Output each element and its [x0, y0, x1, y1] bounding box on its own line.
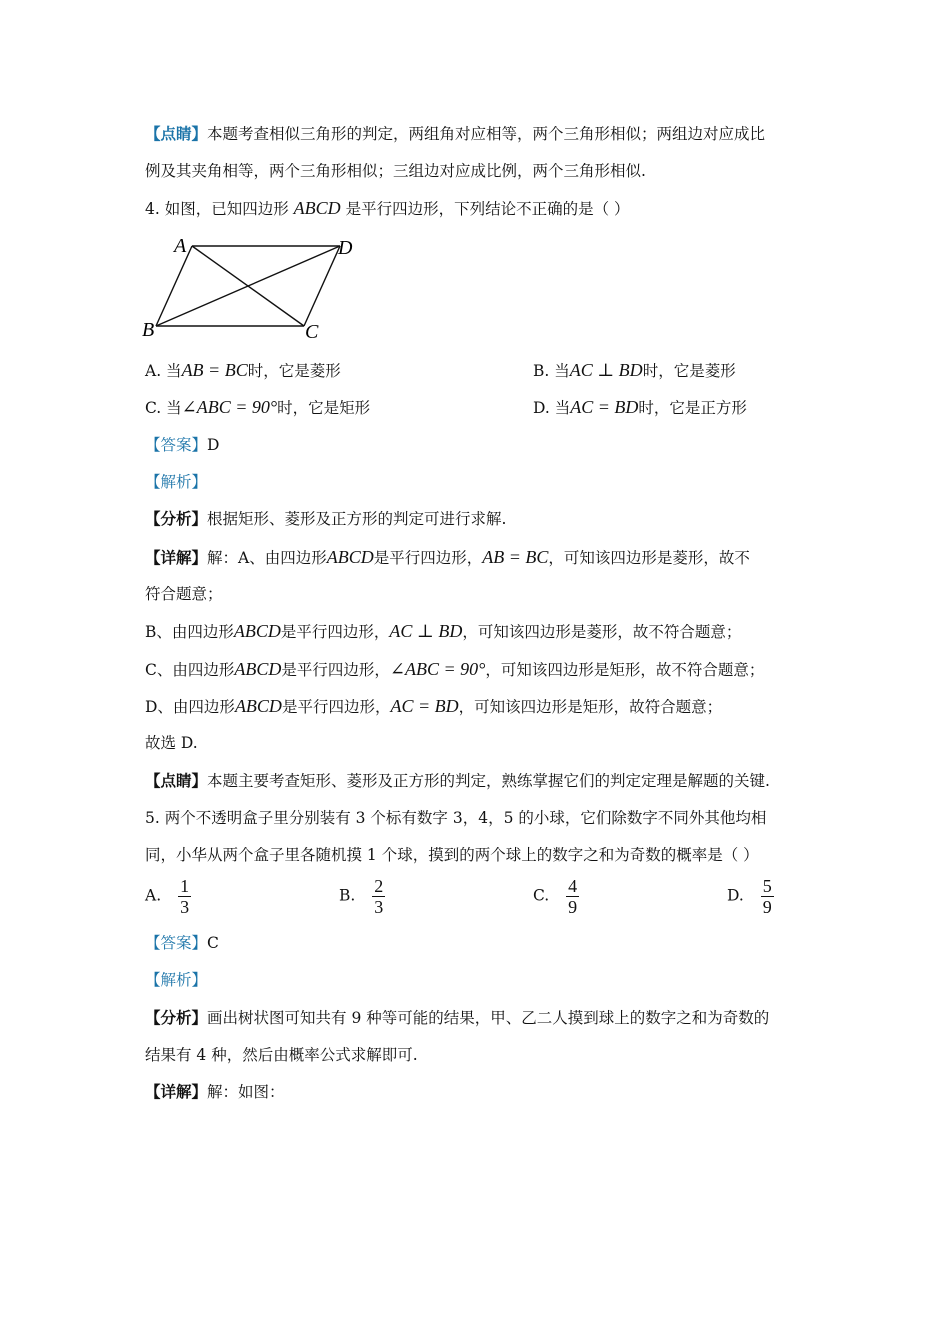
- q5-analysis-heading: [145, 969, 810, 991]
- xj4-mid: 是平行四边形，: [281, 698, 391, 716]
- xj3-mid: 是平行四边形，: [281, 661, 390, 679]
- xiangjie-tag: 【详解】: [145, 548, 208, 567]
- opt-c-math: ∠ABC = 90°: [181, 397, 278, 417]
- q4-stem-post: 是平行四边形，下列结论不正确的是（ ）: [345, 200, 630, 218]
- q4-answer: [145, 434, 810, 456]
- q4-stem: [145, 197, 810, 220]
- xj1-mid: 是平行四边形，: [373, 549, 483, 567]
- q5-stem-text: 5. 两个不透明盒子里分别装有 3 个标有数字 3，4，5 的小球，它们除数字不同外其他均相: [145, 809, 767, 827]
- q5-xiangjie: [145, 1081, 810, 1103]
- q4-stem-pre: 4. 如图，已知四边形: [145, 200, 289, 218]
- q3-dianjing-line2: [145, 160, 810, 182]
- q3-dianjing-line1: [145, 123, 810, 145]
- q5-fenxi-line2: [145, 1044, 810, 1066]
- q5-answer: [145, 932, 810, 954]
- dianjing-text-cont: 例及其夹角相等，两个三角形相似；三组边对应成比例，两个三角形相似.: [145, 162, 646, 180]
- fenxi-tag: 【分析】: [145, 1008, 208, 1027]
- q4-xiangjie-line4: [145, 695, 810, 718]
- opt-c-pre: C. 当: [145, 399, 182, 417]
- opt-b-math: AC ⊥ BD: [569, 360, 643, 380]
- opt-d-math: AC = BD: [570, 397, 639, 417]
- frac-b-den: 3: [374, 897, 384, 917]
- frac-b-num: 2: [374, 876, 384, 896]
- fenxi-tag: 【分析】: [145, 509, 208, 528]
- xj1-math1: ABCD: [326, 547, 374, 567]
- q4-analysis-heading: [145, 471, 810, 493]
- q4-choose: [145, 732, 810, 754]
- xj4-math2: AC = BD: [390, 696, 459, 716]
- vertex-label-d: D: [338, 237, 353, 259]
- opt-a-math: AB = BC: [181, 360, 248, 380]
- q4-xiangjie-line2: [145, 620, 810, 643]
- dianjing-tag: 【点睛】: [145, 771, 208, 790]
- xj2-pre: B、由四边形: [145, 623, 234, 641]
- fraction-a: [178, 876, 191, 917]
- opt-a-label: A.: [145, 886, 162, 905]
- q4-option-b: [533, 359, 736, 382]
- xj2-mid: 是平行四边形，: [280, 623, 390, 641]
- fenxi-text: 画出树状图可知共有 9 种等可能的结果，甲、乙二人摸到球上的数字之和为奇数的: [207, 1009, 770, 1027]
- analysis-tag: 【解析】: [145, 473, 208, 491]
- xj1-pre: 解：A、由四边形: [207, 549, 327, 567]
- opt-b-pre: B. 当: [533, 362, 570, 380]
- frac-a-den: 3: [180, 897, 190, 917]
- q4-stem-math: ABCD: [293, 198, 341, 218]
- xiangjie-text: 解：如图：: [207, 1083, 285, 1101]
- edge-ab: [156, 246, 192, 326]
- xj3-math2: ∠ABC = 90°: [389, 659, 486, 679]
- xj2-math2: AC ⊥ BD: [389, 621, 463, 641]
- frac-a-num: 1: [180, 876, 190, 896]
- opt-b-post: 时，它是菱形: [642, 362, 736, 380]
- parallelogram-figure: [140, 232, 370, 342]
- opt-d-pre: D. 当: [533, 399, 571, 417]
- dianjing-text: 本题主要考查矩形、菱形及正方形的判定，熟练掌握它们的判定定理是解题的关键.: [207, 772, 770, 790]
- vertex-label-a: A: [174, 235, 187, 257]
- xj4-post: ，可知该四边形是矩形，故符合题意；: [458, 698, 723, 716]
- opt-d-label: D.: [727, 886, 744, 905]
- fraction-c: [566, 876, 579, 917]
- xj3-post: ，可知该四边形是矩形，故不符合题意；: [485, 661, 765, 679]
- frac-c-den: 9: [568, 897, 578, 917]
- fraction-d: [761, 876, 774, 917]
- xj2-math1: ABCD: [233, 621, 281, 641]
- fraction-b: [372, 876, 385, 917]
- choose-text: 故选 D.: [145, 734, 198, 752]
- xj1-post: ，可知该四边形是菱形，故不: [548, 549, 750, 567]
- q5-stem-line1: [145, 807, 810, 829]
- xj3-pre: C、由四边形: [145, 661, 235, 679]
- answer-tag: 【答案】: [145, 436, 208, 454]
- answer-value: D: [207, 436, 220, 454]
- q4-option-d: [533, 396, 747, 419]
- q5-option-d: [727, 876, 774, 917]
- q4-xiangjie-line3: [145, 658, 810, 681]
- opt-c-label: C.: [533, 886, 550, 905]
- q4-xiangjie-line1-cont: [145, 583, 810, 605]
- xiangjie-tag: 【详解】: [145, 1082, 208, 1101]
- q4-option-c: [145, 396, 370, 419]
- edge-cd: [304, 246, 340, 326]
- answer-value: C: [207, 934, 219, 952]
- q5-option-a: [145, 876, 191, 917]
- xj4-math1: ABCD: [234, 696, 282, 716]
- q5-stem-text-cont: 同，小华从两个盒子里各随机摸 1 个球，摸到的两个球上的数字之和为奇数的概率是（ ）: [145, 846, 759, 864]
- q5-option-c: [533, 876, 579, 917]
- analysis-tag: 【解析】: [145, 971, 208, 989]
- q4-option-a: [145, 359, 341, 382]
- xj4-pre: D、由四边形: [145, 698, 235, 716]
- frac-d-den: 9: [762, 897, 772, 917]
- diagonal-bd: [156, 246, 340, 326]
- xj1-math2: AB = BC: [482, 547, 549, 567]
- xj2-post: ，可知该四边形是菱形，故不符合题意；: [462, 623, 742, 641]
- q4-dianjing: [145, 770, 810, 792]
- fenxi-text: 根据矩形、菱形及正方形的判定可进行求解.: [207, 510, 507, 528]
- opt-c-post: 时，它是矩形: [277, 399, 371, 417]
- frac-d-num: 5: [762, 876, 772, 896]
- q4-xiangjie-line1: [145, 546, 810, 569]
- fenxi-text-cont: 结果有 4 种，然后由概率公式求解即可.: [145, 1046, 418, 1064]
- vertex-label-c: C: [305, 321, 319, 342]
- dianjing-tag: 【点睛】: [145, 124, 208, 143]
- vertex-label-b: B: [142, 319, 155, 341]
- q5-stem-line2: [145, 844, 810, 866]
- dianjing-text: 本题考查相似三角形的判定，两组角对应相等，两个三角形相似；两组边对应成比: [207, 125, 766, 143]
- q5-option-b: [339, 876, 385, 917]
- q4-fenxi: [145, 508, 810, 530]
- xj3-math1: ABCD: [234, 659, 282, 679]
- frac-c-num: 4: [568, 876, 578, 896]
- opt-b-label: B.: [339, 886, 356, 905]
- q5-fenxi-line1: [145, 1007, 810, 1029]
- opt-d-post: 时，它是正方形: [638, 399, 747, 417]
- opt-a-post: 时，它是菱形: [247, 362, 341, 380]
- opt-a-pre: A. 当: [145, 362, 182, 380]
- answer-tag: 【答案】: [145, 934, 208, 952]
- xj1-cont: 符合题意；: [145, 585, 223, 603]
